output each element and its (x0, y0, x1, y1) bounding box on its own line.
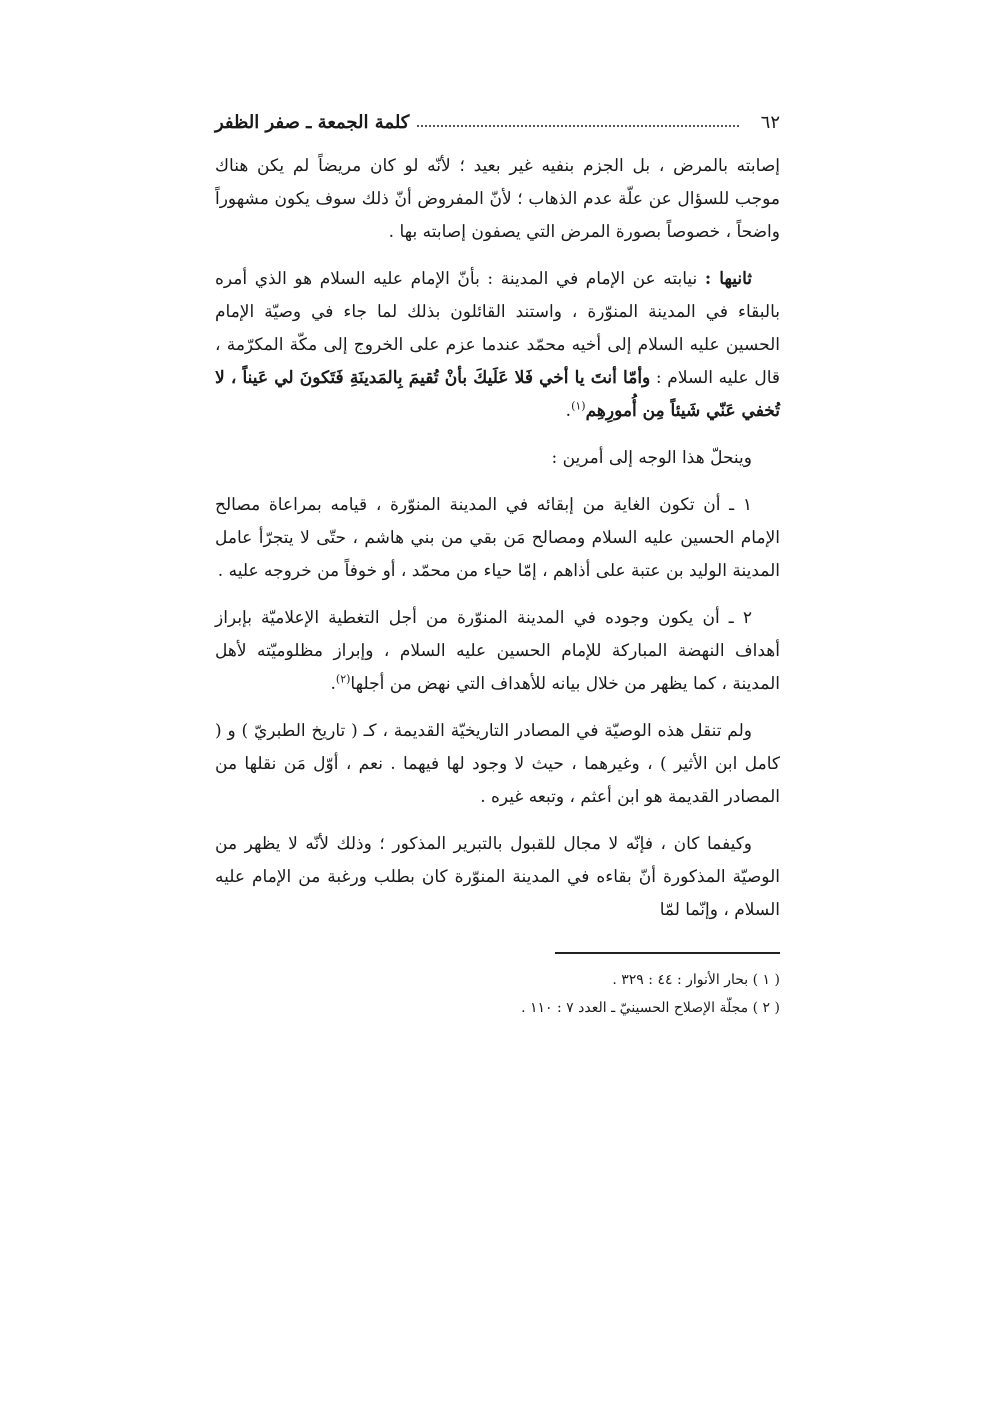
paragraph-text: وكيفما كان ، فإنّه لا مجال للقبول بالتبرير المذكور ؛ وذلك لأنّه لا يظهر من الوصيّة المذكورة أنّ بقاءه في المدينة المنوّرة كان بطلب ورغبة من الإمام عليه السلام ، وإنّما لمّا (215, 834, 780, 920)
paragraph-lead: ١ ـ (729, 495, 752, 515)
paragraph-4 (215, 489, 780, 588)
paragraph-text: وينحلّ هذا الوجه إلى أمرين : (551, 448, 752, 468)
book-title: كلمة الجمعة ـ صفر الظفر (215, 111, 410, 133)
paragraph-tail: . (330, 674, 336, 694)
paragraph-text: ولم تنقل هذه الوصيّة في المصادر التاريخيّة القديمة ، كـ ( تاريخ الطبريّ ) و ( كامل ابن الأثير ) ، وغيرهما ، حيث لا وجود لها فيهما . نعم ، أوّل مَن نقلها من المصادر القديمة هو ابن أعثم ، وتبعه غيره . (215, 721, 780, 807)
paragraph-text: أن يكون وجوده في المدينة المنوّرة من أجل التغطية الإعلاميّة بإبراز أهداف النهضة المباركة للإمام الحسين عليه السلام ، وإبراز مظلوميّته لأهل المدينة ، كما يظهر من خلال بيانه للأهداف التي نهض من أجلها (215, 608, 780, 694)
paragraph-text: أن تكون الغاية من إبقائه في المدينة المنوّرة ، قيامه بمراعاة مصالح الإمام الحسين عليه السلام ومصالح مَن بقي من بني هاشم ، حتّى لا يتجرّأ عامل المدينة الوليد بن عتبة على أذاهم ، إمّا حياء من محمّد ، أو خوفاً من خروجه عليه . (215, 495, 780, 581)
footnote-ref: (١) (571, 399, 586, 413)
paragraph-lead: ٢ ـ (728, 608, 753, 628)
footnote-divider (555, 952, 780, 954)
footnotes (215, 966, 780, 1022)
paragraph-5 (215, 602, 780, 701)
body-text (215, 150, 780, 941)
paragraph-1 (215, 150, 780, 249)
quoted-text: وأمّا أنتَ يا أخي فَلا عَلَيكَ بأنْ تُقيمَ بِالمَدينَةِ فَتَكونَ لي عَيناً ، لا تُخفي عَنّي شَيئاً مِن أُمورِهِم (215, 368, 780, 421)
paragraph-2 (215, 263, 780, 428)
paragraph-text: إصابته بالمرض ، بل الجزم بنفيه غير بعيد ؛ لأنّه لو كان مريضاً لم يكن هناك موجب للسؤال عن علّة عدم الذهاب ؛ لأنّ المفروض أنّ ذلك سوف يكون مشهوراً واضحاً ، خصوصاً بصورة المرض التي يصفون إصابته بها . (215, 156, 780, 242)
footnote-ref: (٢) (335, 672, 351, 686)
header-leader-dots (417, 125, 738, 127)
paragraph-text: نيابته عن الإمام في المدينة : بأنّ الإمام عليه السلام هو الذي أمره بالبقاء في المدينة المنوّرة ، واستند القائلون بذلك لما جاء في وصيّة الإمام الحسين عليه السلام إلى أخيه محمّد عندما عزم على الخروج إلى مكّة المكرّمة ، قال عليه السلام : (215, 269, 780, 388)
paragraph-3 (215, 442, 780, 475)
paragraph-tail: . (565, 401, 572, 421)
paragraph-6 (215, 715, 780, 814)
page-number: ٦٢ (760, 111, 780, 133)
paragraph-7 (215, 828, 780, 927)
footnote-2: ( ٢ ) مجلّة الإصلاح الحسينيّ ـ العدد ٧ : ١١٠ . (521, 1000, 780, 1016)
running-header (215, 104, 780, 140)
paragraph-lead: ثانيها : (704, 269, 752, 289)
footnote-1: ( ١ ) بحار الأنوار : ٤٤ : ٣٢٩ . (612, 972, 780, 988)
